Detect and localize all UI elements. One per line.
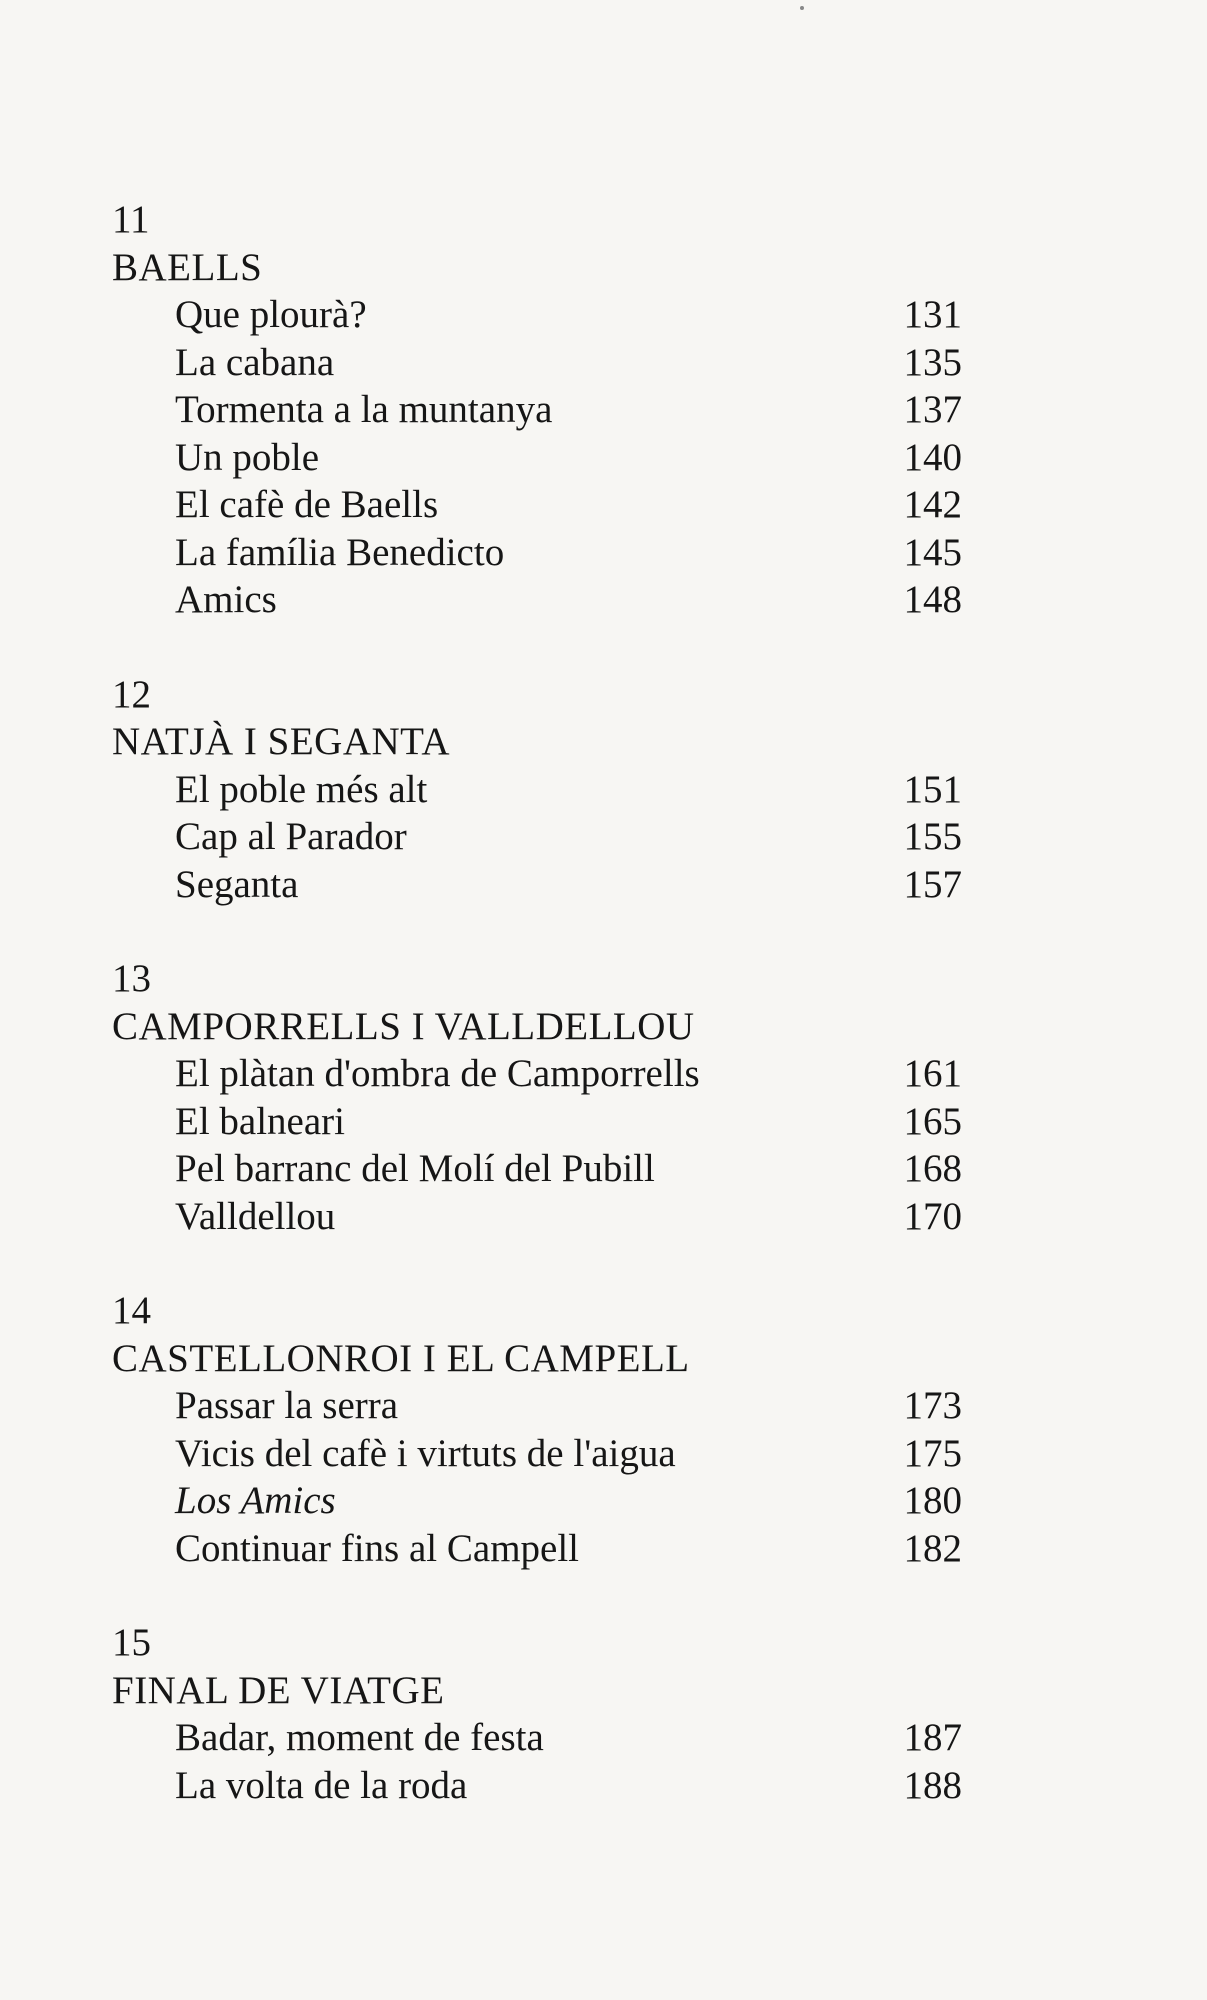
toc-entry	[112, 576, 962, 624]
chapter-number: 15	[112, 1621, 151, 1664]
entry-page-number: 188	[903, 1763, 962, 1807]
entry-title: El plàtan d'ombra de Camporrells	[175, 1052, 700, 1095]
chapter-number: 11	[112, 198, 150, 241]
toc-entry	[112, 1430, 962, 1478]
entry-title: El poble més alt	[175, 767, 428, 811]
entry-page-number: 157	[903, 862, 962, 906]
toc-entry	[112, 481, 962, 529]
paper-speck	[800, 6, 804, 10]
toc-entry	[112, 1193, 962, 1241]
entry-title: Badar, moment de festa	[175, 1716, 544, 1759]
entry-page-number: 137	[903, 388, 962, 431]
toc-entry	[112, 766, 962, 814]
toc-entry	[112, 386, 962, 434]
entry-title: Vicis del cafè i virtuts de l'aigua	[175, 1431, 676, 1475]
entry-title: Que plourà?	[175, 293, 367, 336]
toc-entry	[112, 339, 962, 387]
entry-title: Los Amics	[175, 1479, 336, 1522]
chapter-title: FINAL DE VIATGE	[112, 1668, 445, 1712]
toc-entry	[112, 1762, 962, 1810]
toc-entry	[112, 1477, 962, 1525]
entry-page-number: 142	[903, 483, 962, 526]
chapter-number: 12	[112, 672, 151, 716]
toc-entry	[112, 434, 962, 482]
entry-page-number: 173	[903, 1384, 962, 1427]
toc-entry	[112, 1714, 962, 1762]
entry-title: La volta de la roda	[175, 1763, 468, 1807]
toc-entry	[112, 529, 962, 577]
entry-title: Continuar fins al Campell	[175, 1526, 580, 1570]
entry-title: Pel barranc del Molí del Pubill	[175, 1147, 655, 1190]
entry-page-number: 155	[903, 815, 962, 858]
entry-page-number: 151	[903, 767, 962, 811]
toc-entry	[112, 1145, 962, 1193]
toc-entry	[112, 1382, 962, 1430]
chapter-title: CAMPORRELLS I VALLDELLOU	[112, 1004, 695, 1048]
entry-page-number: 170	[903, 1194, 962, 1238]
entry-page-number: 180	[903, 1479, 962, 1522]
entry-page-number: 187	[903, 1716, 962, 1759]
entry-page-number: 182	[903, 1526, 962, 1570]
entry-page-number: 135	[903, 340, 962, 384]
entry-title: Amics	[175, 578, 277, 621]
entry-page-number: 175	[903, 1431, 962, 1475]
chapter-title: NATJÀ I SEGANTA	[112, 720, 451, 763]
entry-title: Passar la serra	[175, 1384, 399, 1427]
toc-entry	[112, 1050, 962, 1098]
entry-page-number: 140	[903, 435, 962, 479]
entry-title: El cafè de Baells	[175, 483, 439, 526]
entry-page-number: 148	[903, 578, 962, 621]
entry-title: El balneari	[175, 1099, 345, 1143]
entry-page-number: 165	[903, 1099, 962, 1143]
toc-entry	[112, 291, 962, 339]
entry-page-number: 131	[903, 293, 962, 336]
toc-section	[112, 1287, 962, 1572]
table-of-contents	[112, 196, 962, 1856]
toc-entry	[112, 1525, 962, 1573]
entry-title: La cabana	[175, 340, 335, 384]
chapter-title: CASTELLONROI I EL CAMPELL	[112, 1336, 690, 1380]
toc-section	[112, 671, 962, 909]
toc-section	[112, 1619, 962, 1809]
entry-page-number: 168	[903, 1147, 962, 1190]
entry-title: Tormenta a la muntanya	[175, 388, 553, 431]
entry-title: Un poble	[175, 435, 320, 479]
entry-page-number: 145	[903, 530, 962, 574]
toc-entry	[112, 1098, 962, 1146]
entry-title: La família Benedicto	[175, 530, 505, 574]
entry-title: Valldellou	[175, 1194, 336, 1238]
entry-title: Cap al Parador	[175, 815, 407, 858]
toc-entry	[112, 861, 962, 909]
toc-section	[112, 196, 962, 624]
chapter-number: 14	[112, 1289, 151, 1332]
chapter-number: 13	[112, 957, 151, 1000]
toc-entry	[112, 813, 962, 861]
chapter-title: BAELLS	[112, 245, 263, 289]
toc-section	[112, 955, 962, 1240]
entry-title: Seganta	[175, 862, 299, 906]
entry-page-number: 161	[903, 1052, 962, 1095]
